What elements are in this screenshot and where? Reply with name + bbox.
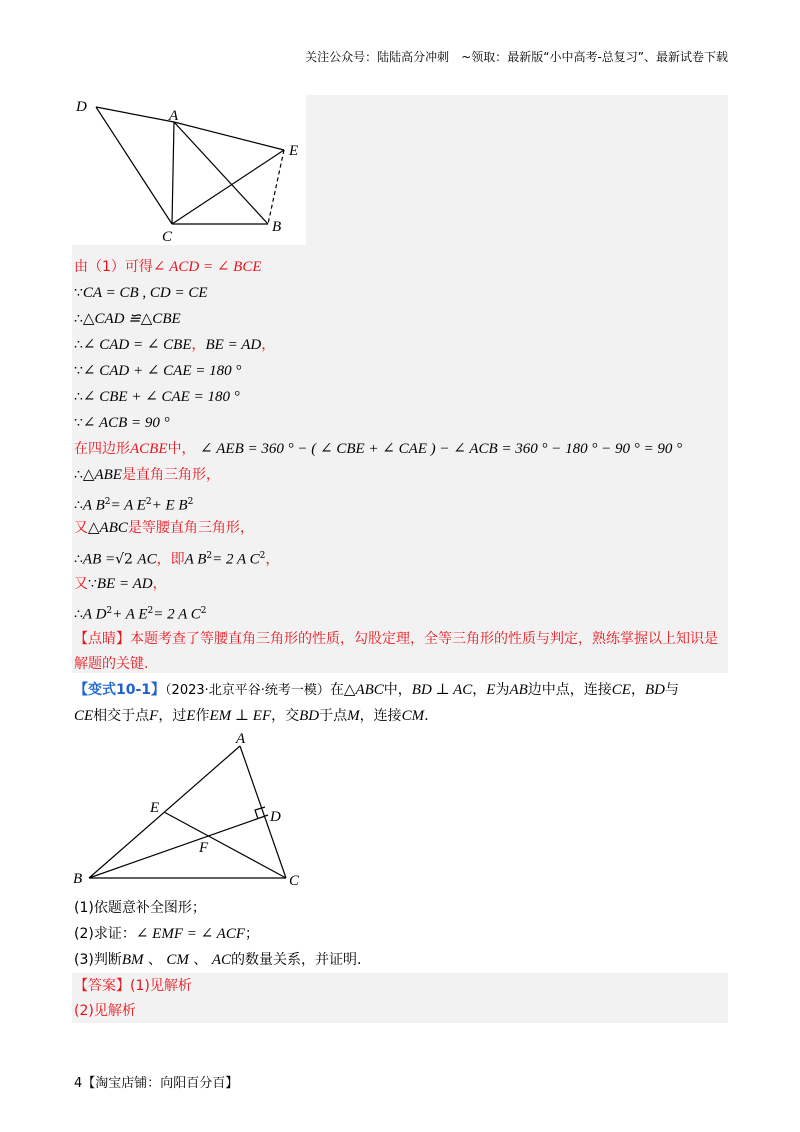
figure1-quadrilateral-diagram <box>72 95 306 245</box>
solution-line-6: ∴∠ CBE + ∠ CAE = 180 ° <box>74 389 240 405</box>
footer-shop: 【淘宝店铺：向阳百分百】 <box>82 1076 239 1091</box>
solution-line-11: 又△ABC是等腰直角三角形， <box>74 520 254 536</box>
page-number: 4 <box>74 1076 83 1091</box>
label-F: F <box>199 840 209 856</box>
solution-line-4: ∴∠ CAD = ∠ CBE，BE = AD， <box>74 337 276 353</box>
solution-line-12: ∴AB =√2 AC，即A $B^2= 2$ A $C^2$， <box>74 551 280 568</box>
comment-line-2: 解题的关键. <box>74 656 149 672</box>
segment-AE <box>174 122 284 150</box>
solution-line-1: 由（1）可得∠ ACD = ∠ BCE <box>74 259 262 275</box>
label-C: C <box>162 229 173 245</box>
comment-line-1: 【点睛】本题考查了等腰直角三角形的性质，勾股定理，全等三角形的性质与判定，熟练掌握以上知识是 <box>74 631 718 647</box>
answer-line-2: (2)见解析 <box>74 1003 136 1019</box>
label-B: B <box>272 219 282 235</box>
question-1: (1)依题意补全图形； <box>74 900 206 916</box>
page-footer <box>74 1072 238 1091</box>
label-D: D <box>76 99 87 115</box>
segment-AB <box>174 122 268 224</box>
page-header: 关注公众号：陆陆高分冲刺 ~领取：最新版“小中高考-总复习”、最新试卷下载 <box>305 50 728 64</box>
solution-line-2: ∵CA = CB , CD = CE <box>74 285 208 301</box>
label-B: B <box>73 871 83 887</box>
label-A: A <box>169 108 179 124</box>
label-C: C <box>289 873 300 889</box>
solution-line-8: 在四边形ACBE中， ∠ AEB = 360 ° − ( ∠ CBE + ∠ CAE ) − ∠ ACB = 360 ° − 180 ° − 90 ° = 90 ° <box>74 441 683 457</box>
segment-DC <box>96 107 172 224</box>
question-2: (2)求证：∠ EMF = ∠ ACF； <box>74 926 259 942</box>
question-3: (3)判断BM 、 CM 、 AC的数量关系，并证明. <box>74 952 362 968</box>
segment-AC <box>172 122 174 224</box>
segment-DA <box>96 107 174 122</box>
label-E: E <box>289 143 299 159</box>
label-D: D <box>270 809 281 825</box>
segment-BE <box>268 150 284 224</box>
solution-line-3: ∴△CAD ≌△CBE <box>74 311 181 327</box>
label-E: E <box>150 800 160 816</box>
problem-line-1: 【变式10-1】（2023·北京平谷·统考一模）在△ABC中，BD ⊥ AC，E为AB边中点，连接CE，BD与 <box>74 682 679 698</box>
solution-line-5: ∵∠ CAD + ∠ CAE = 180 ° <box>74 363 242 379</box>
label-A: A <box>236 731 246 747</box>
solution-line-7: ∵∠ ACB = 90 ° <box>74 415 170 431</box>
problem-line-2: CE相交于点F，过E作EM ⊥ EF，交BD于点M，连接CM. <box>74 708 429 724</box>
answer-line-1: 【答案】(1)见解析 <box>74 978 192 994</box>
solution-line-10: ∴A $B^2= A$ $E^2+ E$ $B^2$ <box>74 497 194 514</box>
segment-BD <box>89 815 268 878</box>
solution-line-14: ∴A $D^2+ A$ $E^2= 2$ A $C^2$ <box>74 606 207 623</box>
segment-CE <box>172 150 284 224</box>
figure2-triangle-diagram <box>72 730 312 892</box>
solution-line-13: 又∵BE = AD， <box>74 576 167 592</box>
solution-line-9: ∴△ABE是直角三角形， <box>74 467 220 483</box>
